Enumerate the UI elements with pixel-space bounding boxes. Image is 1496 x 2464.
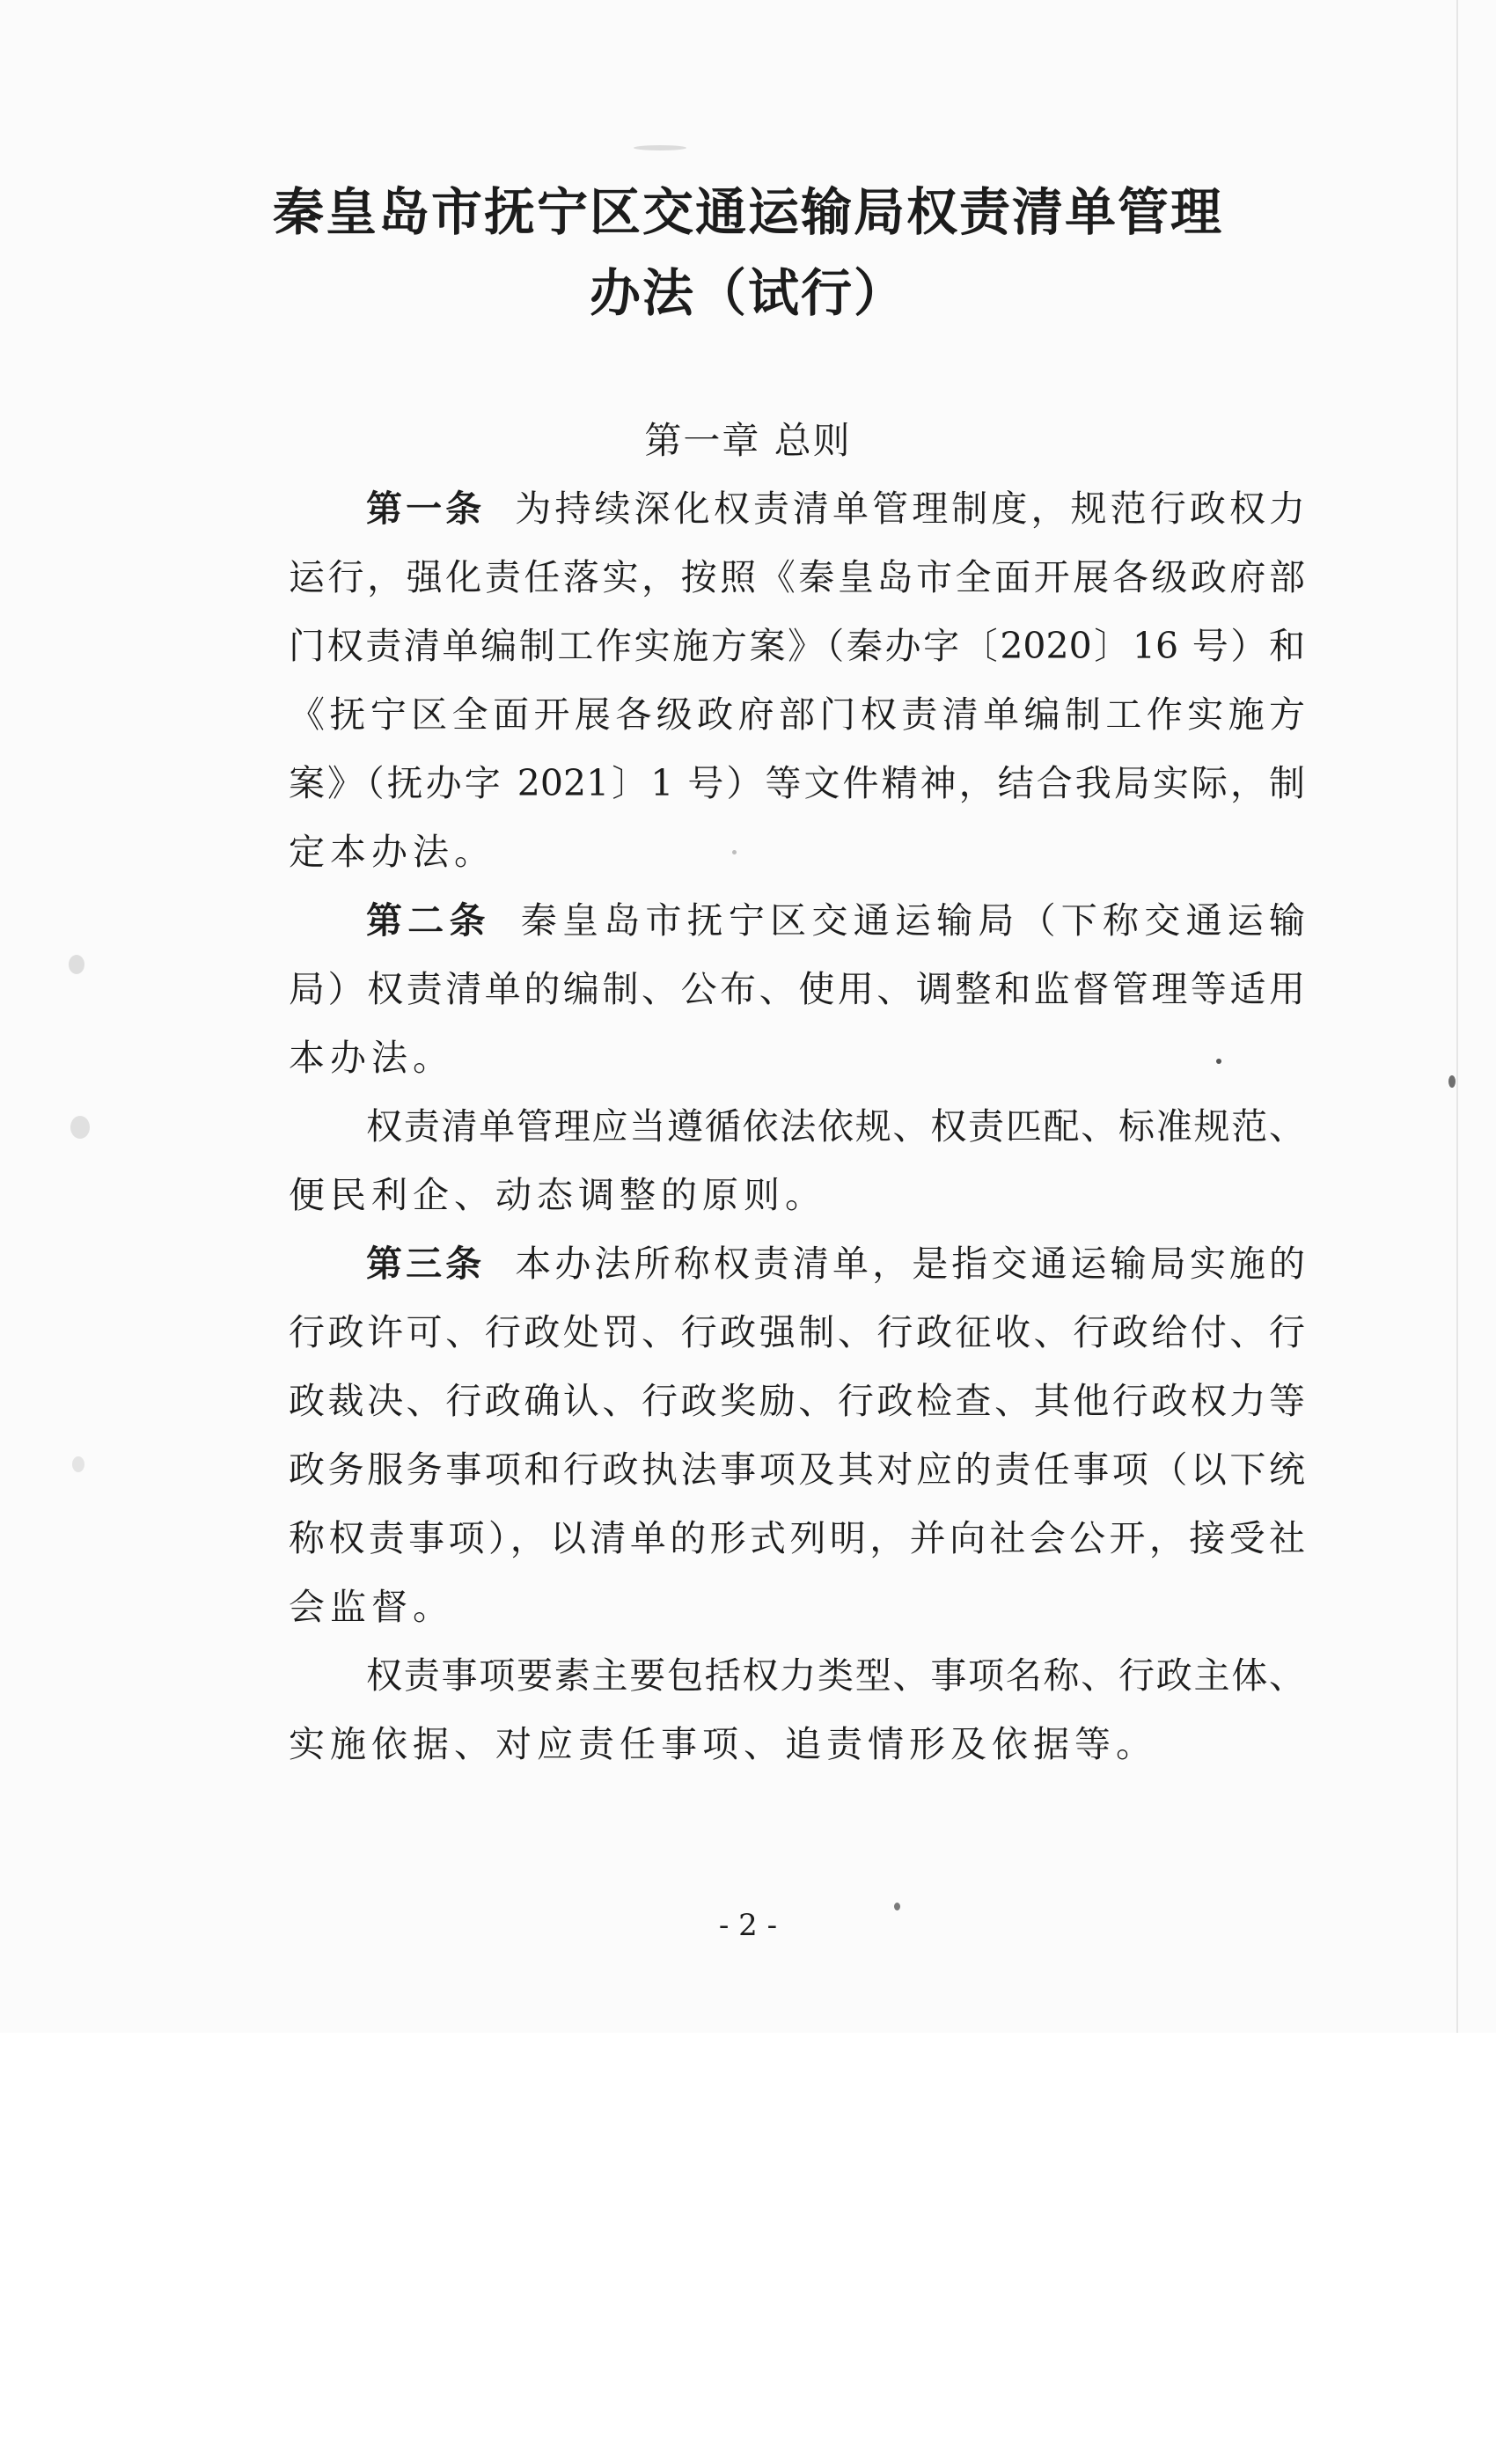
article-1-line-1 — [366, 482, 1305, 535]
article-3-line-4: 政务服务事项和行政执法事项及其对应的责任事项（以下统 — [289, 1448, 1305, 1491]
scan-speck — [69, 955, 84, 974]
article-1-line-2: 运行，强化责任落实，按照《秦皇岛市全面开展各级政府部 — [289, 556, 1305, 598]
article-3-paragraph-line-2: 实施依据、对应责任事项、追责情形及依据等。 — [289, 1723, 1157, 1765]
article-1-line-4: 《抚宁区全面开展各级政府部门权责清单编制工作实施方 — [289, 693, 1305, 736]
article-1-line-6: 定本办法。 — [289, 831, 495, 873]
article-2-line-2: 局）权责清单的编制、公布、使用、调整和监督管理等适用 — [289, 968, 1305, 1010]
article-2-text: 秦皇岛市抚宁区交通运输局（下称交通运输 — [520, 899, 1306, 942]
article-3-line-3: 政裁决、行政确认、行政奖励、行政检查、其他行政权力等 — [289, 1380, 1305, 1422]
scan-speck — [70, 1116, 90, 1139]
article-3-line-1 — [366, 1237, 1305, 1290]
article-3-paragraph-line-1: 权责事项要素主要包括权力类型、事项名称、行政主体、 — [366, 1654, 1305, 1697]
article-3-line-5: 称权责事项），以清单的形式列明，并向社会公开，接受社 — [289, 1517, 1305, 1559]
article-3-line-6: 会监督。 — [289, 1586, 454, 1628]
article-1-line-3: 门权责清单编制工作实施方案》（秦办字〔2020〕16 号）和 — [289, 625, 1305, 667]
article-2-line-3: 本办法。 — [289, 1037, 454, 1079]
article-2-paragraph-line-2: 便民利企、动态调整的原则。 — [289, 1174, 826, 1216]
document-title-line-1: 秦皇岛市抚宁区交通运输局权责清单管理 — [272, 182, 1223, 242]
scan-speck — [72, 1456, 84, 1472]
article-3-label: 第三条 — [366, 1243, 486, 1285]
article-1-text: 为持续深化权责清单管理制度，规范行政权力 — [515, 488, 1306, 530]
document-title-line-2: 办法（试行） — [589, 263, 906, 323]
article-3-text: 本办法所称权责清单，是指交通运输局实施的 — [515, 1243, 1306, 1285]
article-2-paragraph-line-1: 权责清单管理应当遵循依法依规、权责匹配、标准规范、 — [366, 1105, 1305, 1148]
article-2-line-1 — [366, 894, 1305, 947]
article-2-label: 第二条 — [366, 899, 491, 942]
page-edge-shadow — [1456, 0, 1458, 2033]
article-3-line-2: 行政许可、行政处罚、行政强制、行政征收、行政给付、行 — [289, 1311, 1305, 1353]
chapter-heading: 第一章 总则 — [644, 419, 852, 462]
scan-speck — [634, 145, 686, 150]
page-number: - 2 - — [718, 1908, 778, 1943]
scan-speck — [894, 1903, 900, 1910]
scan-speck — [1448, 1075, 1456, 1088]
article-1-line-5: 案》（抚办字 2021〕1 号）等文件精神，结合我局实际，制 — [289, 762, 1305, 804]
article-1-label: 第一条 — [366, 488, 486, 530]
